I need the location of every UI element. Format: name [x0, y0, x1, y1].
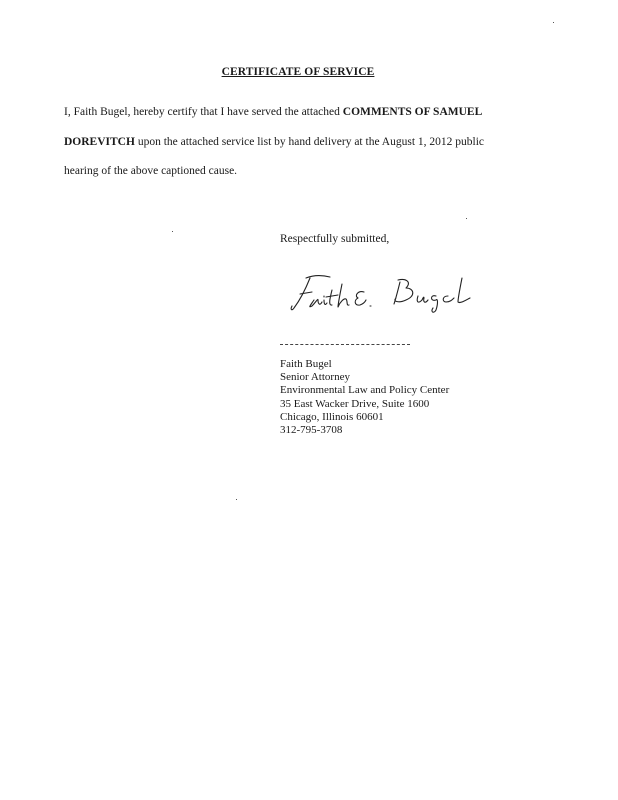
certification-line-3 — [64, 165, 237, 177]
certification-text: I, Faith Bugel, hereby certify that I have served the attached — [64, 106, 343, 118]
comments-title-part-1: COMMENTS OF SAMUEL — [342, 106, 483, 118]
comments-title-part-2: DOREVITCH — [64, 136, 135, 148]
signature-block — [280, 358, 449, 437]
signer-organization: Environmental Law and Policy Center — [280, 384, 450, 397]
signer-role: Senior Attorney — [280, 371, 350, 384]
handwritten-signature — [286, 270, 476, 316]
scan-speck — [172, 231, 173, 232]
signer-name: Faith Bugel — [280, 358, 332, 370]
signer-phone: 312-795-3708 — [280, 424, 343, 437]
scan-speck — [236, 499, 237, 500]
signer-city: Chicago, Illinois 60601 — [280, 410, 384, 423]
certification-line-2 — [64, 136, 484, 148]
closing-phrase: Respectfully submitted, — [280, 233, 390, 245]
scan-speck — [466, 218, 467, 219]
certification-line-1 — [64, 106, 482, 118]
signature-line — [280, 344, 410, 345]
certification-text: hearing of the above captioned cause. — [64, 165, 238, 177]
document-title: CERTIFICATE OF SERVICE — [221, 66, 375, 78]
signer-street: 35 East Wacker Drive, Suite 1600 — [280, 397, 430, 410]
certification-text: upon the attached service list by hand delivery at the August 1, 2012 public — [134, 136, 485, 148]
scan-speck — [553, 22, 554, 23]
